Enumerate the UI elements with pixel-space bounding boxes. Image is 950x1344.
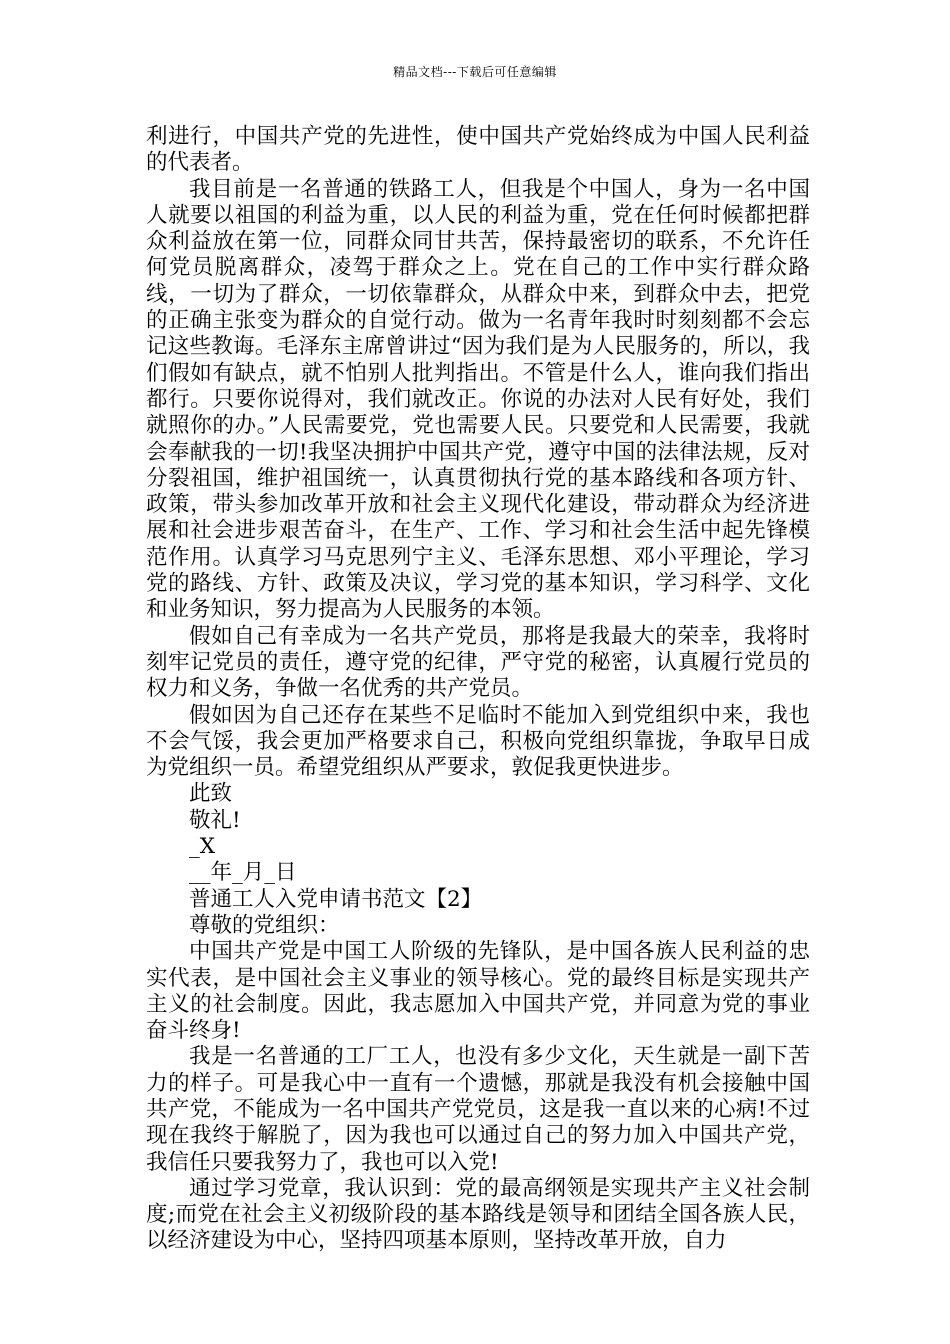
paragraph-7: 通过学习党章，我认识到：党的最高纲领是实现共产主义社会制度;而党在社会主义初级阶段的基本路线是领导和团结全国各族人民，以经济建设为中心，坚持四项基本原则，坚持改革开放，自力 (146, 1175, 810, 1254)
paragraph-5: 中国共产党是中国工人阶级的先锋队，是中国各族人民利益的忠实代表，是中国社会主义事业的领导核心。党的最终目标是实现共产主义的社会制度。因此，我志愿加入中国共产党，并同意为党的事业奋斗终身! (146, 939, 810, 1044)
page-header: 精品文档---下载后可任意编辑 (393, 65, 557, 79)
document-body (146, 124, 810, 1255)
paragraph-1: 利进行，中国共产党的先进性，使中国共产党始终成为中国人民利益的代表者。 (146, 124, 810, 176)
closing-salutation: 此致 (189, 781, 233, 807)
paragraph-6: 我是一名普通的工厂工人，也没有多少文化，天生就是一副下苦力的样子。可是我心中一直有一个遗憾，那就是我没有机会接触中国共产党，不能成为一名中国共产党党员，这是我一直以来的心病!不过现在我终于解脱了，因为我也可以通过自己的努力加入中国共产党，我信任只要我努力了，我也可以入党! (146, 1044, 810, 1175)
date-line: __年_月_日 (189, 860, 297, 886)
greeting: 尊敬的党组织： (189, 912, 340, 938)
paragraph-4: 假如因为自己还存在某些不足临时不能加入到党组织中来，我也不会气馁，我会更加严格要求自己，积极向党组织靠拢，争取早日成为党组织一员。希望党组织从严要求，敦促我更快进步。 (146, 702, 810, 781)
section-title: 普通工人入党申请书范文【2】 (189, 886, 483, 912)
paragraph-3: 假如自己有幸成为一名共产党员，那将是我最大的荣幸，我将时刻牢记党员的责任，遵守党的纪律，严守党的秘密，认真履行党员的权力和义务，争做一名优秀的共产党员。 (146, 623, 810, 702)
paragraph-2: 我目前是一名普通的铁路工人，但我是个中国人，身为一名中国人就要以祖国的利益为重，以人民的利益为重，党在任何时候都把群众利益放在第一位，同群众同甘共苦，保持最密切的联系，不允许任何党员脱离群众，凌驾于群众之上。党在自己的工作中实行群众路线，一切为了群众，一切依靠群众，从群众中来，到群众中去，把党的正确主张变为群众的自觉行动。做为一名青年我时时刻刻都不会忘记这些教诲。毛泽东主席曾讲过“因为我们是为人民服务的，所以，我们假如有缺点，就不怕别人批判指出。不管是什么人，谁向我们指出都行。只要你说得对，我们就改正。你说的办法对人民有好处，我们就照你的办。”人民需要党，党也需要人民。只要党和人民需要，我就会奉献我的一切!我坚决拥护中国共产党，遵守中国的法律法规，反对分裂祖国，维护祖国统一，认真贯彻执行党的基本路线和各项方针、政策，带头参加改革开放和社会主义现代化建设，带动群众为经济进展和社会进步艰苦奋斗，在生产、工作、学习和社会生活中起先锋模范作用。认真学习马克思列宁主义、毛泽东思想、邓小平理论，学习党的路线、方针、政策及决议，学习党的基本知识，学习科学、文化和业务知识，努力提高为人民服务的本领。 (146, 176, 810, 623)
signature-line: _X (189, 834, 216, 860)
closing-regards: 敬礼! (189, 807, 241, 833)
